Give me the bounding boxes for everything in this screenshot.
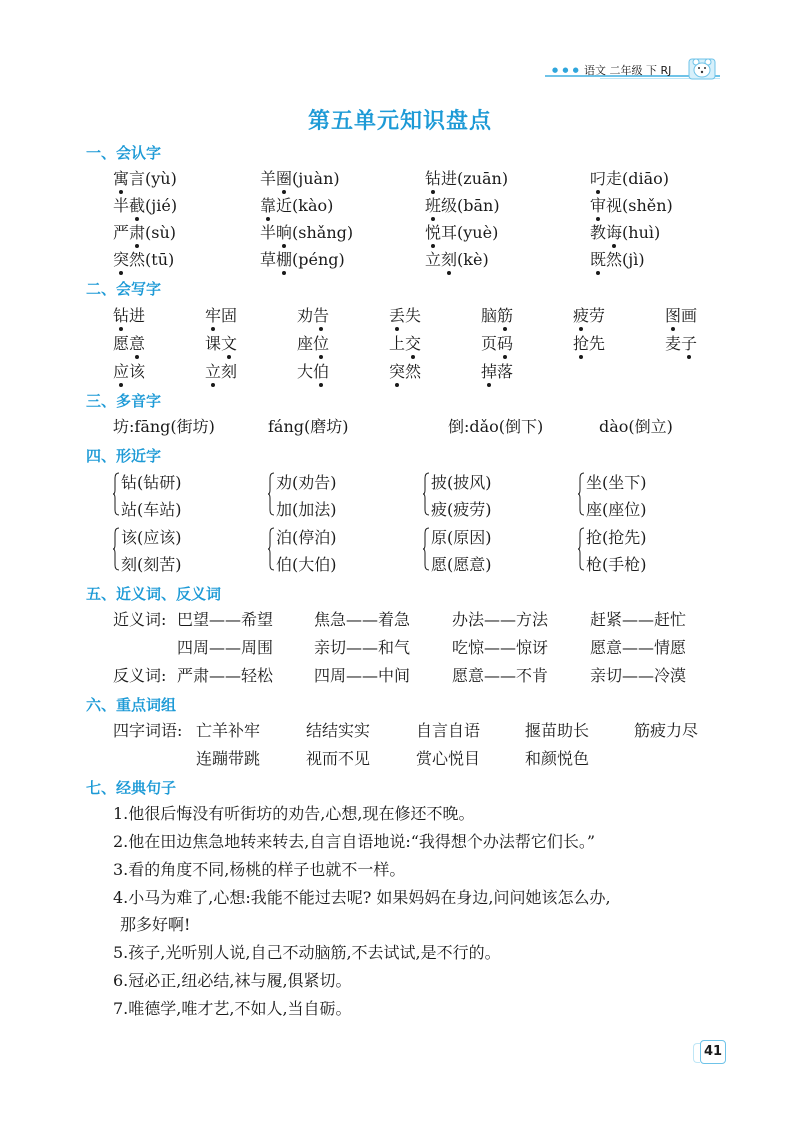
recognize-item: 教诲(huì) xyxy=(590,220,660,243)
write-item: 图画 xyxy=(665,303,697,326)
write-item: 应该 xyxy=(113,359,145,382)
similar-item: 站(车站) xyxy=(121,500,182,519)
similar-item: 披(披风) xyxy=(431,473,492,492)
similar-item: 伯(大伯) xyxy=(276,555,337,574)
emphasis-char: 寓 xyxy=(113,166,129,189)
recognize-item: 突然(tū) xyxy=(113,247,174,270)
write-item: 麦子 xyxy=(665,331,697,354)
recognize-item: 叼走(diāo) xyxy=(590,166,669,189)
polyphone-item: 倒:dǎo(倒下) xyxy=(448,417,544,436)
write-item: 上交 xyxy=(389,331,421,354)
page-title: 第五单元知识盘点 xyxy=(307,109,492,134)
phrase-item: 和颜悦色 xyxy=(525,749,590,768)
recognize-item: 钻进(zuān) xyxy=(425,166,508,189)
similar-item: 泊(停泊) xyxy=(276,528,337,547)
similar-item: 刻(刻苦) xyxy=(121,555,182,574)
recognize-item: 严肃(sù) xyxy=(113,220,176,243)
phrase-item: 亡羊补牢 xyxy=(196,721,261,740)
recognize-item: 立刻(kè) xyxy=(425,247,489,270)
antonym-pair: 亲切——冷漠 xyxy=(590,666,687,685)
polyphone-item: fáng(磨坊) xyxy=(268,417,349,436)
write-item: 疲劳 xyxy=(573,303,605,326)
write-item: 掉落 xyxy=(481,359,513,382)
antonyms-label: 反义词: xyxy=(113,666,167,685)
brace-icon xyxy=(113,472,120,516)
write-item: 课文 xyxy=(205,331,237,354)
recognize-item: 既然(jì) xyxy=(590,247,645,270)
similar-item: 劝(劝告) xyxy=(276,473,337,492)
brace-icon xyxy=(268,527,275,571)
phrases-label: 四字词语: xyxy=(113,721,183,740)
write-item: 立刻 xyxy=(205,359,237,382)
header-label: 语文 二年级 下 RJ xyxy=(584,64,672,77)
sentence: 7.唯德学,唯才艺,不如人,当自砺。 xyxy=(113,999,352,1018)
recognize-item: 草棚(péng) xyxy=(260,247,345,270)
section-heading-recognize: 一、会认字 xyxy=(86,144,162,162)
sentence: 4.小马为难了,心想:我能不能过去呢? 如果妈妈在身边,问问她该怎么办, xyxy=(113,888,611,907)
recognize-item: 班级(bān) xyxy=(425,193,500,216)
similar-item: 钻(钻研) xyxy=(121,473,182,492)
polyphone-item: dào(倒立) xyxy=(599,417,673,436)
synonym-pair: 办法——方法 xyxy=(452,610,549,629)
recognize-item: 靠近(kào) xyxy=(260,193,333,216)
write-item: 页码 xyxy=(481,331,513,354)
phrase-item: 赏心悦目 xyxy=(416,749,481,768)
antonym-pair: 严肃——轻松 xyxy=(177,666,274,685)
sentence: 5.孩子,光听别人说,自己不动脑筋,不去试试,是不行的。 xyxy=(113,943,501,962)
sentence: 3.看的角度不同,杨桃的样子也就不一样。 xyxy=(113,860,406,879)
page-number: 41 xyxy=(700,1040,726,1064)
similar-item: 加(加法) xyxy=(276,500,337,519)
sentence: 2.他在田边焦急地转来转去,自言自语地说:“我得想个办法帮它们长。” xyxy=(113,832,596,851)
bear-mascot-icon xyxy=(688,56,716,80)
section-heading-write: 二、会写字 xyxy=(86,280,162,298)
sentence: 6.冠必正,纽必结,袜与履,俱紧切。 xyxy=(113,971,352,990)
phrase-item: 结结实实 xyxy=(306,721,371,740)
synonym-pair: 赶紧——赶忙 xyxy=(590,610,687,629)
write-item: 抢先 xyxy=(573,331,605,354)
write-item: 脑筋 xyxy=(481,303,513,326)
antonym-pair: 愿意——不肯 xyxy=(452,666,549,685)
synonym-pair: 四周——周围 xyxy=(177,638,274,657)
synonym-pair: 愿意——情愿 xyxy=(590,638,687,657)
synonym-pair: 吃惊——惊讶 xyxy=(452,638,549,657)
section-heading-synonyms-antonyms: 五、近义词、反义词 xyxy=(86,585,222,603)
recognize-item: 半截(jié) xyxy=(113,193,177,216)
write-item: 牢固 xyxy=(205,303,237,326)
brace-icon xyxy=(113,527,120,571)
brace-icon xyxy=(578,472,585,516)
similar-item: 枪(手枪) xyxy=(586,555,647,574)
polyphone-item: 坊:fāng(街坊) xyxy=(113,417,215,436)
similar-item: 该(应该) xyxy=(121,528,182,547)
antonym-pair: 四周——中间 xyxy=(314,666,411,685)
write-item: 大伯 xyxy=(297,359,329,382)
recognize-item: 寓言(yù) xyxy=(113,166,177,189)
write-item: 劝告 xyxy=(297,303,329,326)
write-item: 座位 xyxy=(297,331,329,354)
write-item: 钻进 xyxy=(113,303,145,326)
brace-icon xyxy=(578,527,585,571)
similar-item: 愿(愿意) xyxy=(431,555,492,574)
phrase-item: 连蹦带跳 xyxy=(196,749,261,768)
recognize-item: 悦耳(yuè) xyxy=(425,220,498,243)
write-item: 愿意 xyxy=(113,331,145,354)
synonym-pair: 亲切——和气 xyxy=(314,638,411,657)
recognize-item: 半晌(shǎng) xyxy=(260,220,353,243)
sentence: 1.他很后悔没有听街坊的劝告,心想,现在修还不晚。 xyxy=(113,804,475,823)
write-item: 丢失 xyxy=(389,303,421,326)
similar-item: 座(座位) xyxy=(586,500,647,519)
phrase-item: 筋疲力尽 xyxy=(634,721,699,740)
phrase-item: 自言自语 xyxy=(416,721,481,740)
similar-item: 疲(疲劳) xyxy=(431,500,492,519)
brace-icon xyxy=(268,472,275,516)
similar-item: 抢(抢先) xyxy=(586,528,647,547)
synonyms-label: 近义词: xyxy=(113,610,167,629)
section-heading-phrases: 六、重点词组 xyxy=(86,696,177,714)
section-heading-similar: 四、形近字 xyxy=(86,447,162,465)
recognize-item: 审视(shěn) xyxy=(590,193,673,216)
recognize-item: 羊圈(juàn) xyxy=(260,166,340,189)
section-heading-sentences: 七、经典句子 xyxy=(86,779,177,797)
phrase-item: 视而不见 xyxy=(306,749,371,768)
brace-icon xyxy=(423,472,430,516)
header-dots: ● ● ● xyxy=(552,66,580,74)
synonym-pair: 巴望——希望 xyxy=(177,610,274,629)
write-item: 突然 xyxy=(389,359,421,382)
phrase-item: 揠苗助长 xyxy=(525,721,590,740)
synonym-pair: 焦急——着急 xyxy=(314,610,411,629)
similar-item: 原(原因) xyxy=(431,528,492,547)
brace-icon xyxy=(423,527,430,571)
sentence-continuation: 那多好啊! xyxy=(120,915,191,934)
similar-item: 坐(坐下) xyxy=(586,473,647,492)
section-heading-polyphone: 三、多音字 xyxy=(86,392,162,410)
